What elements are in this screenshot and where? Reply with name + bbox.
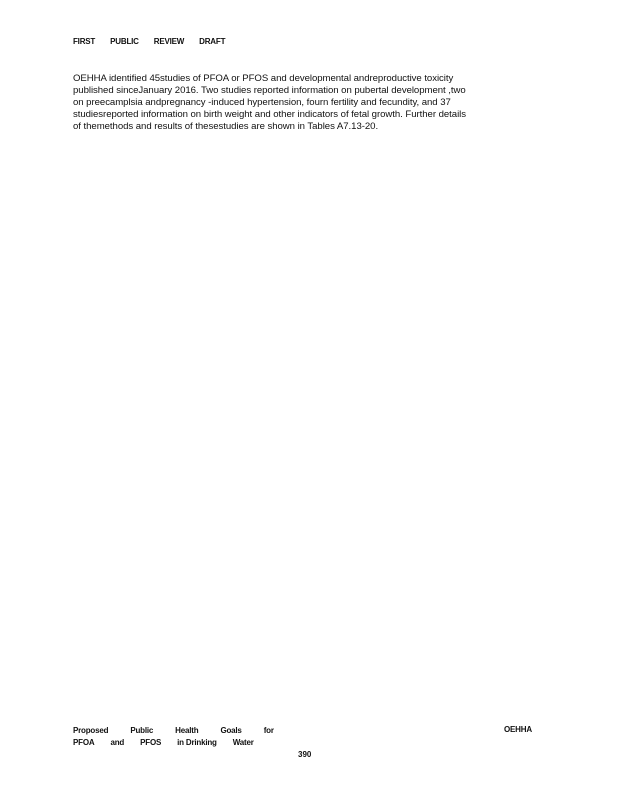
header-word: REVIEW <box>153 37 185 46</box>
footer-agency: OEHHA <box>504 725 532 734</box>
body-line: studiesreported information on birth weight and other indicators of fetal growth. Further details <box>73 109 466 120</box>
body-line: published sinceJanuary 2016. Two studies reported information on pubertal development ,two <box>73 85 466 96</box>
body-line: of themethods and results of thesestudies are shown in Tables A7.13-20. <box>73 121 379 132</box>
footer-word: Health <box>175 726 199 735</box>
footer-title-line <box>73 737 294 749</box>
footer-word: Goals <box>220 726 242 735</box>
footer-word: PFOA <box>73 738 95 747</box>
running-header <box>73 37 238 46</box>
header-word: PUBLIC <box>110 37 139 46</box>
footer-word: Water <box>232 738 254 747</box>
page-number: 390 <box>298 750 312 759</box>
body-paragraph <box>73 73 543 133</box>
footer-document-title <box>73 725 294 749</box>
footer-word: Proposed <box>73 726 109 735</box>
body-line: on preecamplsia andpregnancy -induced hypertension, fourn fertility and fecundity, and 37 <box>73 97 451 108</box>
footer-word: and <box>110 738 125 747</box>
footer-word: in Drinking <box>177 738 217 747</box>
body-line: OEHHA identified 45studies of PFOA or PFOS and developmental andreproductive toxicity <box>73 73 454 84</box>
header-word: FIRST <box>73 37 96 46</box>
header-word: DRAFT <box>199 37 226 46</box>
footer-word: Public <box>130 726 154 735</box>
footer-word: for <box>263 726 274 735</box>
footer-word: PFOS <box>140 738 162 747</box>
footer-title-line <box>73 725 294 737</box>
